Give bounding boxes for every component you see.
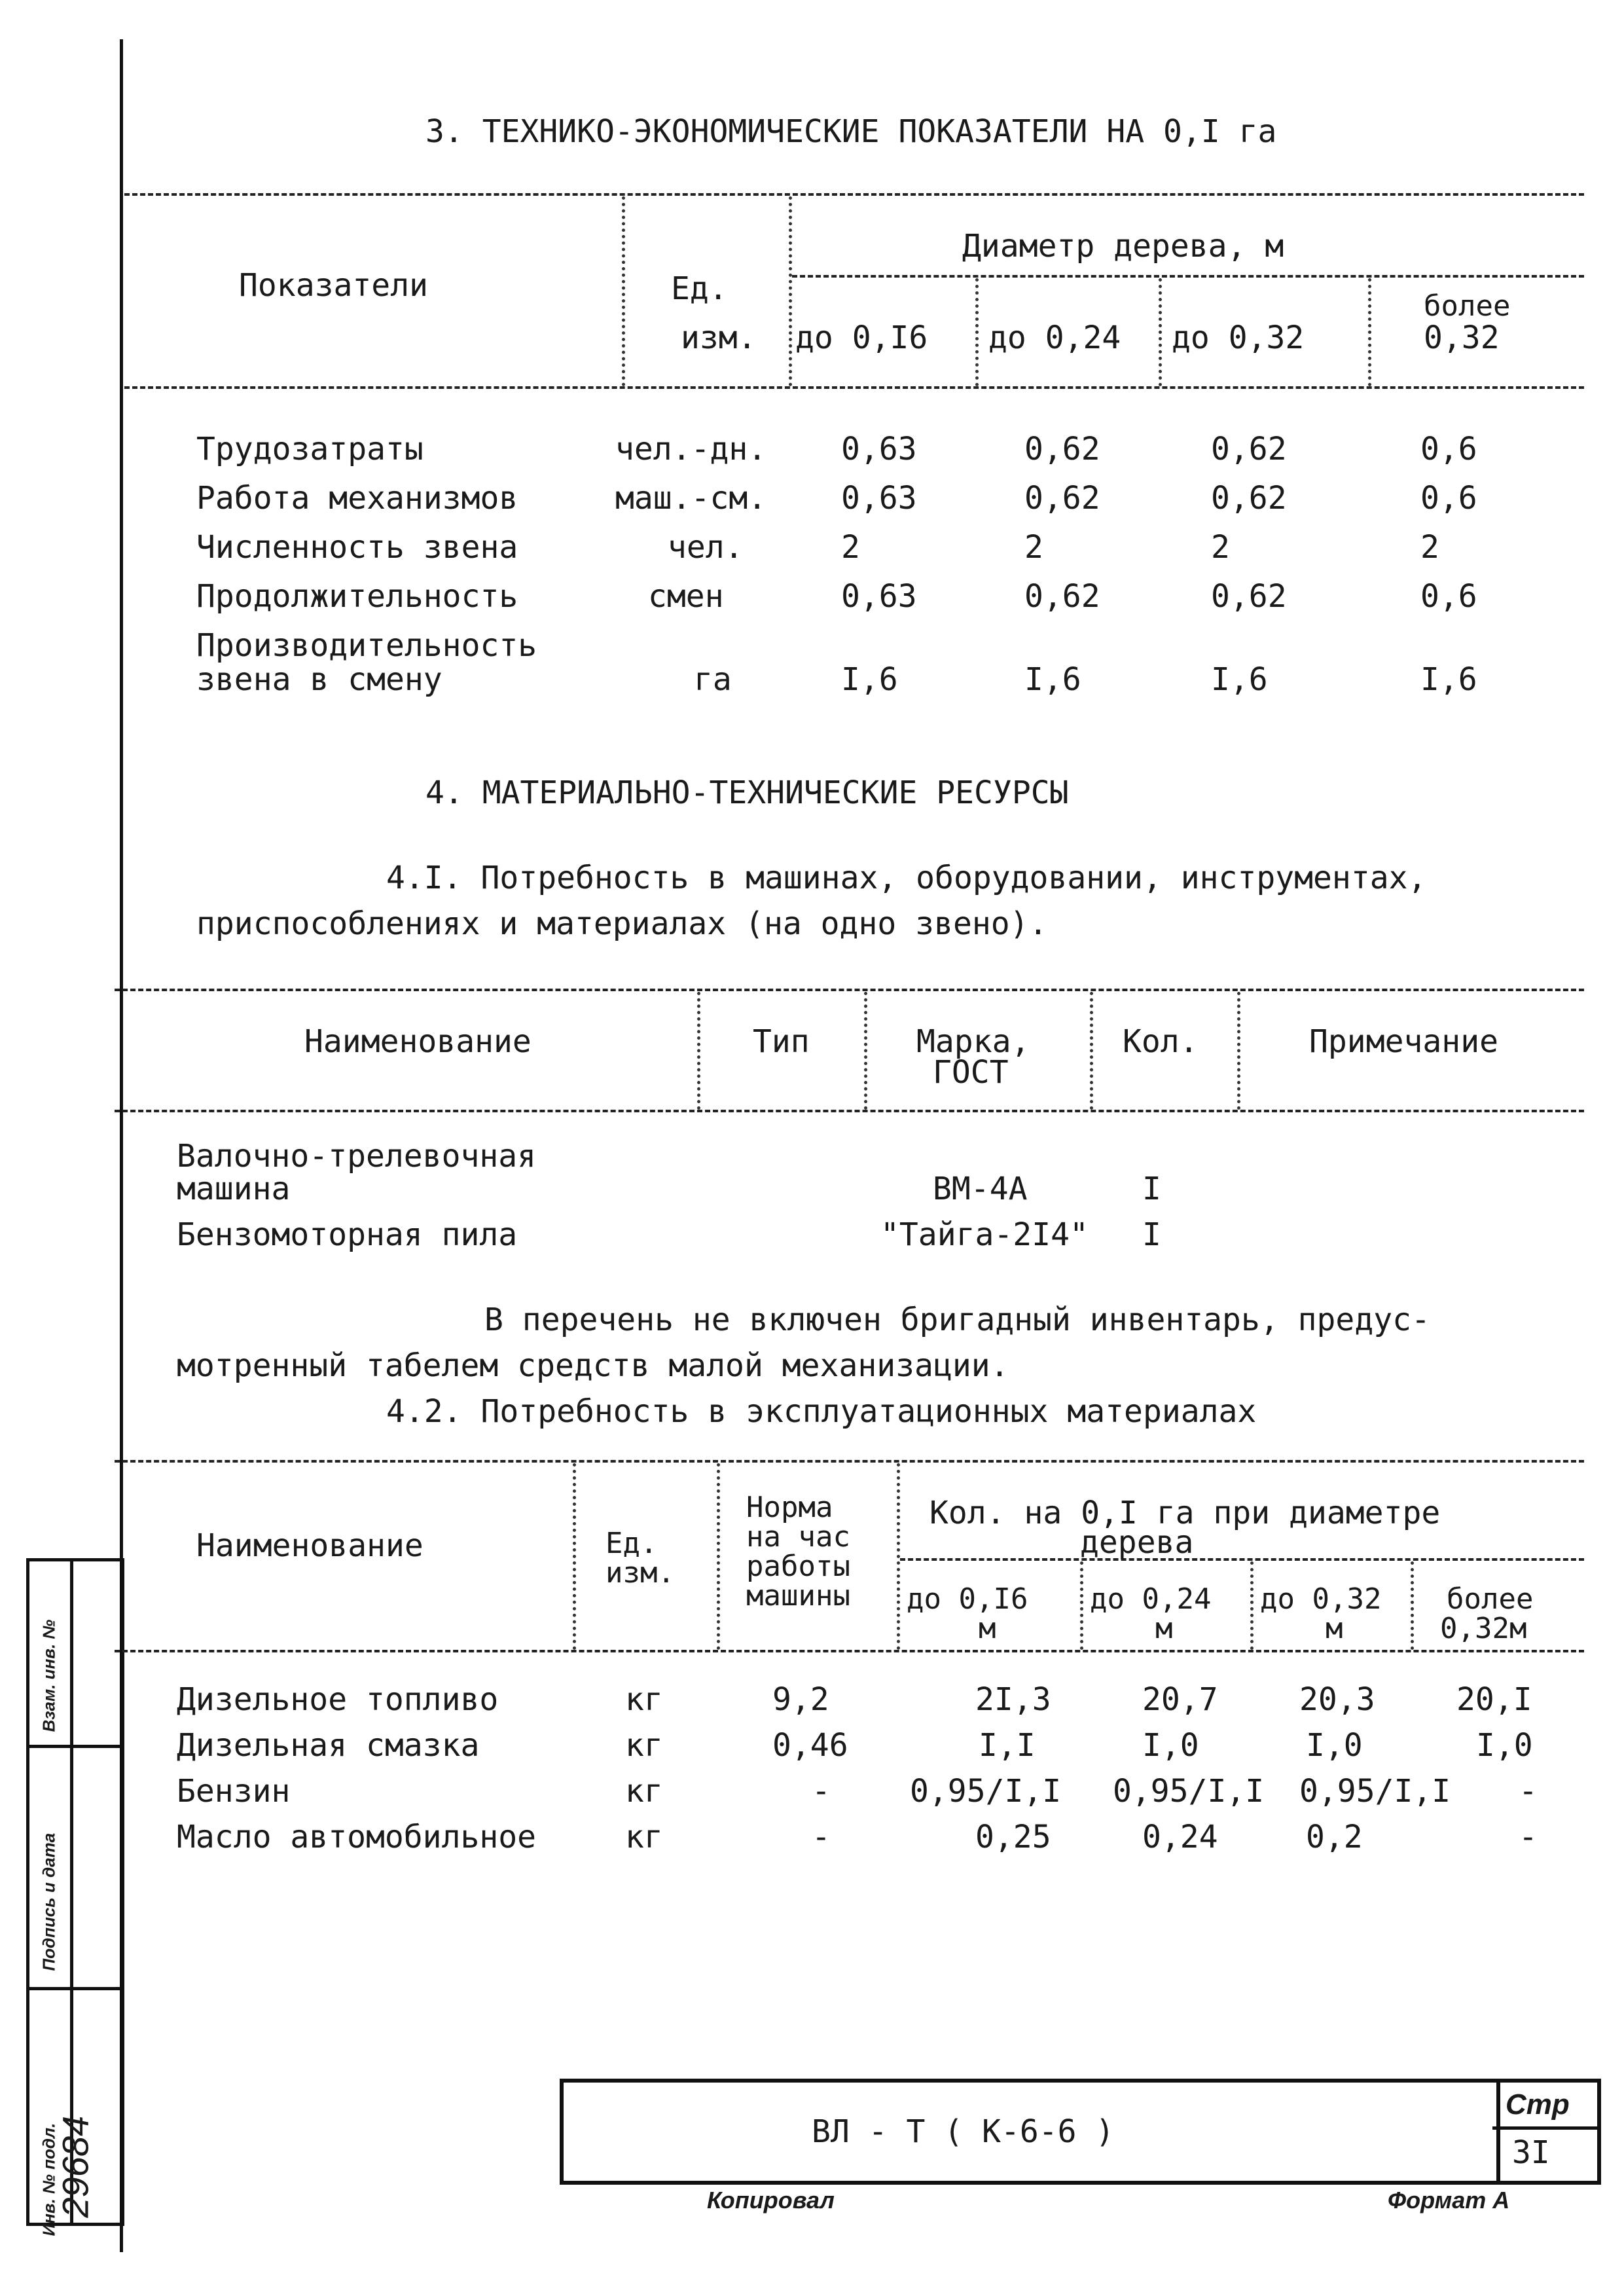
row-value: I,0 xyxy=(1142,1727,1199,1764)
table42-mid-rule xyxy=(900,1558,1584,1561)
table3-sep-1 xyxy=(622,196,625,386)
note-line1: В перечень не включен бригадный инвентарь, предус- xyxy=(484,1302,1430,1338)
row-unit: кг xyxy=(625,1681,663,1718)
row-norm: 9,2 xyxy=(772,1681,829,1718)
row-value: 0,63 xyxy=(841,578,917,615)
table3-h-indicator: Показатели xyxy=(239,267,428,304)
copied-by-label: Копировал xyxy=(707,2187,835,2214)
table42-h-norm3: работы xyxy=(746,1550,850,1583)
table41-h-type: Тип xyxy=(753,1023,810,1060)
table3-sep-3 xyxy=(975,278,979,386)
table3-header-rule xyxy=(124,386,1584,389)
table3-h-col4a: более xyxy=(1424,289,1511,323)
row-unit: кг xyxy=(625,1819,663,1855)
table42-sep-5 xyxy=(1250,1561,1254,1650)
table42-h-norm4: машины xyxy=(746,1579,850,1613)
row-value: 0,62 xyxy=(1211,431,1287,467)
table42-sep-1 xyxy=(573,1463,576,1650)
table3-h-col3: до 0,32 xyxy=(1172,319,1305,356)
row-value: - xyxy=(1519,1819,1538,1855)
table42-sep-3 xyxy=(897,1463,900,1650)
row-value: 0,24 xyxy=(1142,1819,1218,1855)
table3-h-unit2: изм. xyxy=(681,319,757,356)
table42-h-qty2: дерева xyxy=(1080,1524,1194,1561)
row-value: 0,62 xyxy=(1211,480,1287,517)
row-value: 2 xyxy=(1024,529,1043,566)
table42-h-c1a: до 0,I6 xyxy=(907,1582,1028,1616)
row-value: I,0 xyxy=(1306,1727,1363,1764)
row-value: I,6 xyxy=(1024,661,1081,698)
side-label-replace: Взам. инв. № xyxy=(39,1619,59,1732)
row-value: 0,63 xyxy=(841,431,917,467)
row-value: 0,95/I,I xyxy=(1299,1773,1451,1810)
row-value: 0,62 xyxy=(1024,578,1100,615)
row-qty: I xyxy=(1142,1171,1161,1207)
row-value: 0,6 xyxy=(1420,480,1477,517)
table42-h-norm2: на час xyxy=(746,1520,850,1554)
row-name: Масло автомобильное xyxy=(177,1819,537,1855)
row-value: 20,3 xyxy=(1299,1681,1375,1718)
row-qty: I xyxy=(1142,1216,1161,1253)
row-norm: - xyxy=(812,1773,831,1810)
row-mark: "Тайга-2I4" xyxy=(880,1216,1089,1253)
table3-h-col1: до 0,I6 xyxy=(795,319,928,356)
row-norm: - xyxy=(812,1819,831,1855)
section4-title: 4. МАТЕРИАЛЬНО-ТЕХНИЧЕСКИЕ РЕСУРСЫ xyxy=(425,774,1069,811)
row-name-cont: машина xyxy=(177,1171,291,1207)
row-value: - xyxy=(1519,1773,1538,1810)
table42-h-c1b: м xyxy=(979,1612,996,1645)
row-name-cont: звена в смену xyxy=(196,661,442,698)
table3-h-diameter: Диаметр дерева, м xyxy=(962,228,1284,264)
row-value: 0,95/I,I xyxy=(1113,1773,1265,1810)
row-value: 0,2 xyxy=(1306,1819,1363,1855)
row-value: 0,62 xyxy=(1024,431,1100,467)
row-name: Дизельная смазка xyxy=(177,1727,480,1764)
table42-h-c3a: до 0,32 xyxy=(1260,1582,1382,1616)
table41-sep-2 xyxy=(864,992,867,1110)
row-name: Производительность xyxy=(196,627,537,664)
row-value: I,6 xyxy=(841,661,898,698)
table42-h-c4a: более xyxy=(1447,1582,1534,1616)
section42-title: 4.2. Потребность в эксплуатационных материалах xyxy=(386,1393,1257,1430)
row-unit: чел. xyxy=(668,529,744,566)
table41-h-note: Примечание xyxy=(1309,1023,1498,1060)
table42-h-unit2: изм. xyxy=(605,1556,675,1590)
side-stamp xyxy=(26,1558,124,2236)
row-name: Продолжительность xyxy=(196,578,518,615)
row-unit: га xyxy=(694,661,732,698)
row-value: 20,I xyxy=(1456,1681,1532,1718)
row-value: 0,63 xyxy=(841,480,917,517)
section41-line2: приспособлениях и материалах (на одно звено). xyxy=(196,905,1048,942)
page-number: 3I xyxy=(1512,2134,1550,2171)
table42-h-c2b: м xyxy=(1155,1612,1173,1645)
row-value: 2 xyxy=(1420,529,1439,566)
side-label-inv: Инв. № подл. xyxy=(39,2123,59,2236)
section3-title: 3. ТЕХНИКО-ЭКОНОМИЧЕСКИЕ ПОКАЗАТЕЛИ НА 0,I га xyxy=(425,113,1277,150)
table42-h-norm1: Норма xyxy=(746,1491,833,1524)
table3-h-col2: до 0,24 xyxy=(988,319,1121,356)
row-name: Дизельное топливо xyxy=(177,1681,499,1718)
row-value: 0,62 xyxy=(1024,480,1100,517)
table41-sep-1 xyxy=(697,992,700,1110)
row-name: Работа механизмов xyxy=(196,480,518,517)
table3-top-rule xyxy=(124,193,1584,196)
row-value: 0,6 xyxy=(1420,578,1477,615)
row-mark: ВМ-4А xyxy=(933,1171,1028,1207)
table41-sep-3 xyxy=(1090,992,1093,1110)
table3-sep-4 xyxy=(1159,278,1162,386)
section41-line1: 4.I. Потребность в машинах, оборудовании, инструментах, xyxy=(386,860,1427,896)
row-value: 0,62 xyxy=(1211,578,1287,615)
table3-mid-rule xyxy=(792,275,1584,278)
page-block-divider xyxy=(1492,2126,1597,2130)
row-unit: чел.-дн. xyxy=(615,431,767,467)
side-label-signature: Подпись и дата xyxy=(39,1832,59,1971)
table42-header-rule xyxy=(115,1650,1584,1652)
table42-h-qty: Кол. на 0,I га при диаметре xyxy=(929,1495,1441,1531)
table3-sep-5 xyxy=(1368,278,1371,386)
row-unit: смен xyxy=(648,578,724,615)
row-name: Численность звена xyxy=(196,529,518,566)
table41-h-mark1: Марка, xyxy=(916,1023,1030,1060)
row-unit: кг xyxy=(625,1773,663,1810)
page-label: Стр xyxy=(1506,2088,1570,2121)
row-value: 0,25 xyxy=(975,1819,1051,1855)
note-line2: мотренный табелем средств малой механизации. xyxy=(177,1347,1009,1384)
row-value: 2 xyxy=(841,529,860,566)
row-value: 20,7 xyxy=(1142,1681,1218,1718)
table3-sep-2 xyxy=(789,196,792,386)
row-value: 0,6 xyxy=(1420,431,1477,467)
row-value: 2 xyxy=(1211,529,1230,566)
row-name: Трудозатраты xyxy=(196,431,424,467)
row-value: 0,95/I,I xyxy=(910,1773,1062,1810)
table3-h-col4b: 0,32 xyxy=(1424,319,1500,356)
row-value: I,0 xyxy=(1476,1727,1533,1764)
row-norm: 0,46 xyxy=(772,1727,848,1764)
table42-h-name: Наименование xyxy=(196,1527,424,1564)
row-unit: маш.-см. xyxy=(615,480,767,517)
row-value: I,6 xyxy=(1420,661,1477,698)
table3-h-unit1: Ед. xyxy=(671,270,728,307)
table42-sep-6 xyxy=(1411,1561,1414,1650)
row-value: I,I xyxy=(979,1727,1036,1764)
row-name: Валочно-трелевочная xyxy=(177,1138,537,1175)
table41-h-name: Наименование xyxy=(304,1023,532,1060)
row-unit: кг xyxy=(625,1727,663,1764)
table42-top-rule xyxy=(115,1460,1584,1463)
row-value: 2I,3 xyxy=(975,1681,1051,1718)
table42-h-c4b: 0,32м xyxy=(1440,1612,1527,1645)
table41-sep-4 xyxy=(1237,992,1240,1110)
table42-sep-2 xyxy=(717,1463,720,1650)
table42-sep-4 xyxy=(1080,1561,1083,1650)
table42-h-c2a: до 0,24 xyxy=(1090,1582,1212,1616)
document-code: ВЛ - Т ( К-6-6 ) xyxy=(812,2113,1115,2150)
row-name: Бензомоторная пила xyxy=(177,1216,518,1253)
row-name: Бензин xyxy=(177,1773,291,1810)
table41-top-rule xyxy=(115,989,1584,991)
table42-h-unit1: Ед. xyxy=(605,1527,658,1560)
table42-h-c3b: м xyxy=(1326,1612,1343,1645)
table41-header-rule xyxy=(115,1110,1584,1112)
table41-h-mark2: ГОСТ xyxy=(933,1054,1009,1091)
side-inv-number: 29684 xyxy=(54,2115,96,2218)
table41-h-qty: Кол. xyxy=(1123,1023,1199,1060)
row-value: I,6 xyxy=(1211,661,1268,698)
format-label: Формат А xyxy=(1388,2187,1510,2214)
